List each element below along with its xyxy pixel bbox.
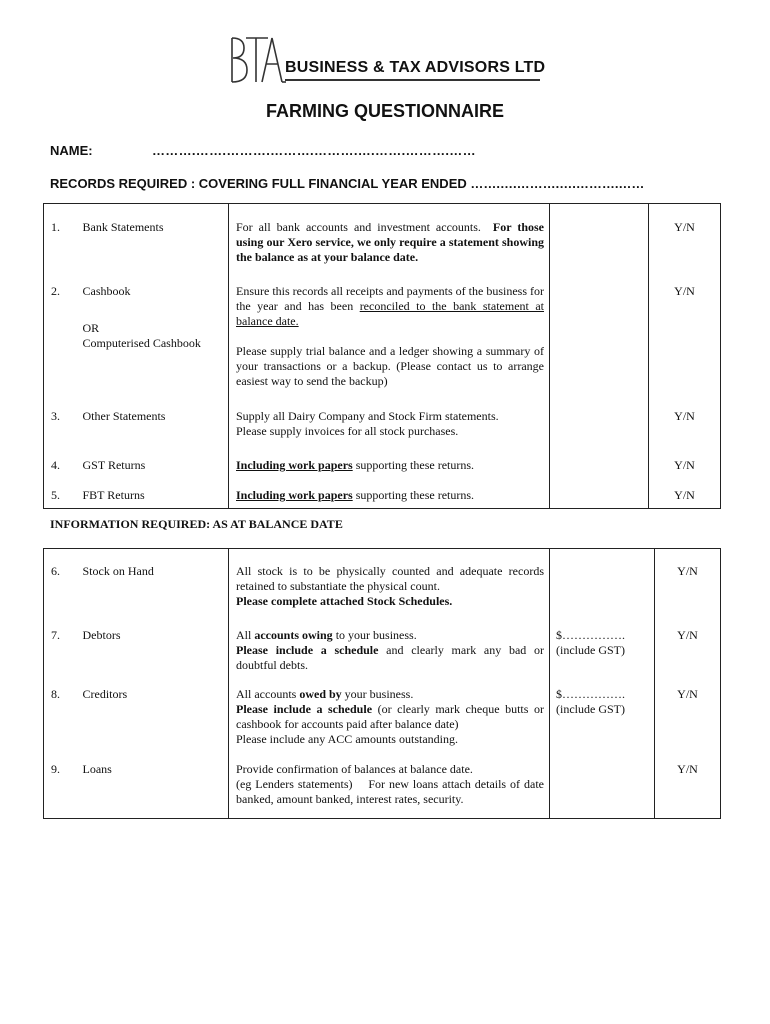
row-description: Including work papers supporting these returns. <box>229 446 550 476</box>
yn-field[interactable]: Y/N <box>655 616 721 675</box>
yn-field[interactable]: Y/N <box>655 750 721 819</box>
amount-cell[interactable] <box>550 272 649 397</box>
records-heading: RECORDS REQUIRED : COVERING FULL FINANCIAL YEAR ENDED …….….……….….……….…… <box>50 176 645 191</box>
yn-field[interactable]: Y/N <box>655 675 721 750</box>
table-row <box>44 549 721 617</box>
row-item: Bank Statements <box>76 204 229 273</box>
table-row <box>44 272 721 397</box>
amount-cell[interactable] <box>550 446 649 476</box>
logo-underline <box>285 79 540 81</box>
row-item: Creditors <box>82 687 128 701</box>
row-description: All accounts owed by your business. Please include a schedule (or clearly mark cheque butts or cashbook for accounts paid after balance date) Please include any ACC amounts outstanding. <box>229 675 550 750</box>
row-number: 1. <box>44 204 76 273</box>
row-item: FBT Returns <box>76 476 229 509</box>
amount-cell[interactable] <box>550 750 655 819</box>
row-item: Debtors <box>82 628 121 642</box>
info-table <box>43 548 721 819</box>
yn-field[interactable]: Y/N <box>649 397 721 446</box>
records-table <box>43 203 721 509</box>
row-number: 4. <box>44 446 76 476</box>
amount-cell[interactable] <box>550 549 655 617</box>
row-number: 7. <box>44 616 76 675</box>
table-row <box>44 750 721 819</box>
info-heading: INFORMATION REQUIRED: AS AT BALANCE DATE <box>50 517 343 531</box>
yn-field[interactable]: Y/N <box>649 272 721 397</box>
row-description: For all bank accounts and investment accounts. For those using our Xero service, we only require a statement showing the balance as at your balance date. <box>229 204 550 273</box>
row-description: Supply all Dairy Company and Stock Firm statements. Please supply invoices for all stock purchases. <box>229 397 550 446</box>
row-number: 8. <box>44 675 76 750</box>
name-label: NAME: <box>50 143 93 158</box>
row-number: 6. <box>44 549 76 617</box>
amount-field[interactable]: $……………. <box>556 628 625 642</box>
row-number: 2. <box>44 272 76 397</box>
row-description: Including work papers supporting these returns. <box>229 476 550 509</box>
row-description: Ensure this records all receipts and payments of the business for the year and has been reconciled to the bank statement at balance date. Please supply trial balance and a ledger showing a summary of your transactions or a backup. (Please contact us to arrange easiest way to send the backup) <box>229 272 550 397</box>
company-logo <box>228 34 548 86</box>
page-title: FARMING QUESTIONNAIRE <box>265 101 504 121</box>
amount-cell[interactable] <box>550 204 649 273</box>
row-item: GST Returns <box>82 458 146 472</box>
amount-cell[interactable] <box>550 675 655 750</box>
amount-note: (include GST) <box>556 702 625 716</box>
yn-field[interactable]: Y/N <box>649 446 721 476</box>
company-name: BUSINESS & TAX ADVISORS LTD <box>285 59 546 76</box>
table-row <box>44 397 721 446</box>
table-row <box>44 675 721 750</box>
amount-cell[interactable] <box>550 476 649 509</box>
row-description: All stock is to be physically counted and adequate records retained to substantiate the physical count. Please complete attached Stock Schedules. <box>229 549 550 617</box>
row-description: Provide confirmation of balances at balance date. (eg Lenders statements) For new loans attach details of date banked, amount banked, interest rates, security. <box>229 750 550 819</box>
row-item: Stock on Hand <box>76 549 229 617</box>
row-item: Other Statements <box>82 409 166 423</box>
amount-cell[interactable] <box>550 397 649 446</box>
table-row <box>44 446 721 476</box>
bta-logo-mark-icon <box>228 34 288 86</box>
yn-field[interactable]: Y/N <box>649 476 721 509</box>
table-row <box>44 476 721 509</box>
table-row <box>44 616 721 675</box>
name-field[interactable]: ……….…….……….……….……….….…….……….…… <box>152 143 476 158</box>
amount-cell[interactable] <box>550 616 655 675</box>
row-number: 5. <box>44 476 76 509</box>
yn-field[interactable]: Y/N <box>649 204 721 273</box>
row-number: 3. <box>44 397 76 446</box>
row-number: 9. <box>44 750 76 819</box>
row-description: All accounts owing to your business. Please include a schedule and clearly mark any bad or doubtful debts. <box>229 616 550 675</box>
amount-note: (include GST) <box>556 643 625 657</box>
row-item: Loans <box>76 750 229 819</box>
yn-field[interactable]: Y/N <box>655 549 721 617</box>
amount-field[interactable]: $……………. <box>556 687 625 701</box>
table-row <box>44 204 721 273</box>
row-item: Cashbook OR Computerised Cashbook <box>82 284 201 350</box>
